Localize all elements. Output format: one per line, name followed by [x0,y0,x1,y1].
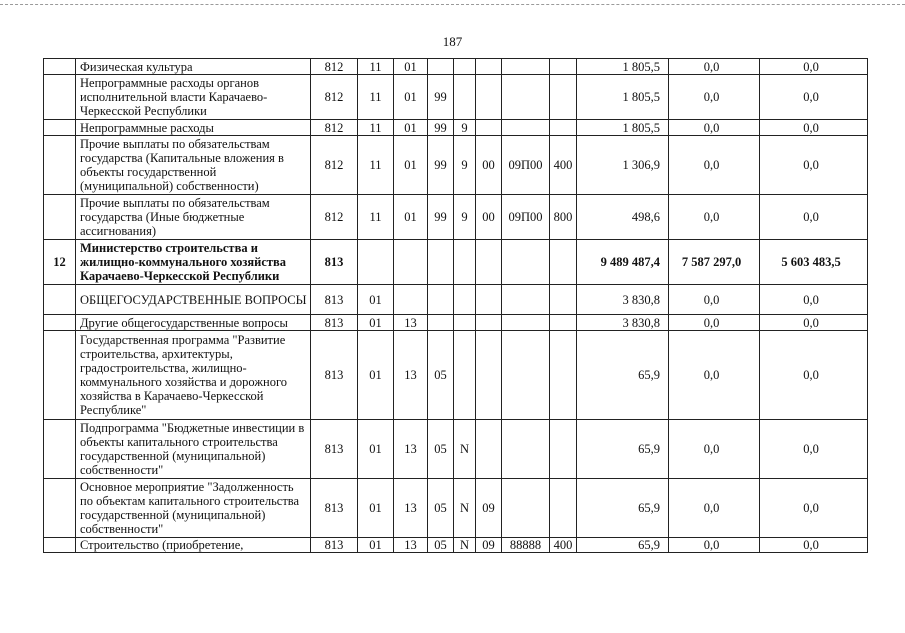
section-code-cell: 01 [358,285,394,315]
program-code-cell: 99 [428,75,454,120]
subprogram-code-cell [454,59,476,75]
expense-type-cell [550,331,577,420]
item-name-cell: Подпрограмма "Бюджетные инвестиции в объекты капитального строительства государственной (муниципальной) собственности" [76,420,311,479]
amount-year2-cell: 0,0 [669,136,760,195]
expense-type-cell: 400 [550,136,577,195]
row-number-cell [44,59,76,75]
subprogram-code-cell [454,331,476,420]
table-row [44,538,868,553]
subsection-code-cell: 13 [394,331,428,420]
section-code-cell: 11 [358,195,394,240]
ministry-code-cell: 813 [311,240,358,285]
section-code-cell: 11 [358,136,394,195]
subprogram-code-cell [454,75,476,120]
amount-year3-cell: 0,0 [760,420,868,479]
amount-year1-cell: 65,9 [577,331,669,420]
ministry-code-cell: 812 [311,136,358,195]
expense-type-cell: 400 [550,538,577,553]
table-row [44,315,868,331]
direction-code-cell: 09П00 [502,195,550,240]
item-name-cell: Государственная программа "Развитие строительства, архитектуры, градостроительства, жилищно-коммунального хозяйства и дорожного хозяйства в Карачаево-Черкесской Республике" [76,331,311,420]
subsection-code-cell: 13 [394,479,428,538]
item-name-cell: ОБЩЕГОСУДАРСТВЕННЫЕ ВОПРОСЫ [76,285,311,315]
activity-code-cell [476,285,502,315]
subprogram-code-cell: 9 [454,195,476,240]
program-code-cell [428,59,454,75]
amount-year3-cell: 0,0 [760,479,868,538]
activity-code-cell [476,331,502,420]
table-row [44,420,868,479]
direction-code-cell [502,240,550,285]
amount-year2-cell: 0,0 [669,479,760,538]
direction-code-cell: 09П00 [502,136,550,195]
amount-year2-cell: 0,0 [669,59,760,75]
row-number-cell [44,75,76,120]
table-row [44,120,868,136]
direction-code-cell: 88888 [502,538,550,553]
amount-year2-cell: 7 587 297,0 [669,240,760,285]
table-row [44,285,868,315]
section-code-cell: 11 [358,59,394,75]
program-code-cell [428,240,454,285]
amount-year1-cell: 1 805,5 [577,59,669,75]
amount-year1-cell: 3 830,8 [577,285,669,315]
section-code-cell: 01 [358,331,394,420]
subsection-code-cell: 01 [394,75,428,120]
expense-type-cell [550,120,577,136]
row-number-cell [44,420,76,479]
subsection-code-cell: 13 [394,538,428,553]
subsection-code-cell [394,285,428,315]
subsection-code-cell [394,240,428,285]
amount-year3-cell: 0,0 [760,538,868,553]
table-row [44,479,868,538]
table-row [44,75,868,120]
amount-year2-cell: 0,0 [669,331,760,420]
subsection-code-cell: 13 [394,315,428,331]
subsection-code-cell: 01 [394,136,428,195]
program-code-cell [428,315,454,331]
row-number-cell [44,195,76,240]
activity-code-cell: 00 [476,195,502,240]
budget-table [43,58,868,553]
direction-code-cell [502,59,550,75]
amount-year1-cell: 65,9 [577,420,669,479]
row-number-cell [44,331,76,420]
activity-code-cell [476,75,502,120]
item-name-cell: Прочие выплаты по обязательствам государства (Иные бюджетные ассигнования) [76,195,311,240]
activity-code-cell: 00 [476,136,502,195]
ministry-code-cell: 813 [311,479,358,538]
budget-table-body [44,59,868,553]
expense-type-cell [550,315,577,331]
ministry-code-cell: 813 [311,315,358,331]
expense-type-cell [550,285,577,315]
direction-code-cell [502,420,550,479]
subprogram-code-cell [454,315,476,331]
expense-type-cell [550,59,577,75]
item-name-cell: Министерство строительства и жилищно-коммунального хозяйства Карачаево-Черкесской Республики [76,240,311,285]
subprogram-code-cell: N [454,479,476,538]
amount-year2-cell: 0,0 [669,315,760,331]
subprogram-code-cell: N [454,420,476,479]
subprogram-code-cell: N [454,538,476,553]
ministry-code-cell: 813 [311,538,358,553]
amount-year1-cell: 1 805,5 [577,120,669,136]
program-code-cell: 05 [428,420,454,479]
section-code-cell: 01 [358,538,394,553]
amount-year3-cell: 0,0 [760,59,868,75]
amount-year2-cell: 0,0 [669,538,760,553]
direction-code-cell [502,315,550,331]
amount-year1-cell: 1 306,9 [577,136,669,195]
amount-year3-cell: 0,0 [760,195,868,240]
amount-year1-cell: 3 830,8 [577,315,669,331]
subsection-code-cell: 01 [394,195,428,240]
direction-code-cell [502,120,550,136]
activity-code-cell [476,240,502,285]
ministry-code-cell: 812 [311,75,358,120]
ministry-code-cell: 812 [311,195,358,240]
amount-year1-cell: 498,6 [577,195,669,240]
direction-code-cell [502,331,550,420]
expense-type-cell: 800 [550,195,577,240]
section-code-cell: 11 [358,120,394,136]
ministry-code-cell: 813 [311,285,358,315]
scan-top-edge [0,4,905,5]
activity-code-cell [476,420,502,479]
item-name-cell: Строительство (приобретение, [76,538,311,553]
item-name-cell: Непрограммные расходы [76,120,311,136]
item-name-cell: Прочие выплаты по обязательствам государства (Капитальные вложения в объекты государственной (муниципальной) собственности) [76,136,311,195]
item-name-cell: Физическая культура [76,59,311,75]
table-row [44,136,868,195]
ministry-code-cell: 812 [311,59,358,75]
amount-year2-cell: 0,0 [669,195,760,240]
activity-code-cell [476,59,502,75]
subprogram-code-cell: 9 [454,120,476,136]
subprogram-code-cell [454,285,476,315]
program-code-cell: 99 [428,120,454,136]
section-code-cell: 01 [358,420,394,479]
table-row [44,59,868,75]
amount-year2-cell: 0,0 [669,420,760,479]
row-number-cell [44,136,76,195]
program-code-cell: 05 [428,538,454,553]
amount-year3-cell: 0,0 [760,331,868,420]
ministry-code-cell: 813 [311,420,358,479]
item-name-cell: Непрограммные расходы органов исполнительной власти Карачаево-Черкесской Республики [76,75,311,120]
item-name-cell: Основное мероприятие "Задолженность по объектам капитального строительства государственной (муниципальной) собственности" [76,479,311,538]
row-number-cell [44,120,76,136]
page-number: 187 [442,34,463,49]
amount-year1-cell: 9 489 487,4 [577,240,669,285]
amount-year3-cell: 0,0 [760,285,868,315]
program-code-cell: 99 [428,136,454,195]
activity-code-cell [476,315,502,331]
table-row [44,331,868,420]
activity-code-cell: 09 [476,538,502,553]
subprogram-code-cell [454,240,476,285]
amount-year2-cell: 0,0 [669,120,760,136]
direction-code-cell [502,75,550,120]
ministry-code-cell: 813 [311,331,358,420]
amount-year2-cell: 0,0 [669,285,760,315]
direction-code-cell [502,479,550,538]
row-number-cell [44,285,76,315]
section-code-cell: 11 [358,75,394,120]
expense-type-cell [550,479,577,538]
direction-code-cell [502,285,550,315]
table-row [44,240,868,285]
section-code-cell: 01 [358,479,394,538]
row-number-cell [44,538,76,553]
subprogram-code-cell: 9 [454,136,476,195]
program-code-cell: 99 [428,195,454,240]
section-code-cell: 01 [358,315,394,331]
amount-year3-cell: 0,0 [760,315,868,331]
activity-code-cell: 09 [476,479,502,538]
expense-type-cell [550,420,577,479]
amount-year2-cell: 0,0 [669,75,760,120]
section-code-cell [358,240,394,285]
amount-year3-cell: 0,0 [760,136,868,195]
ministry-code-cell: 812 [311,120,358,136]
subsection-code-cell: 01 [394,120,428,136]
row-number-cell [44,479,76,538]
program-code-cell [428,285,454,315]
row-number-cell: 12 [44,240,76,285]
amount-year1-cell: 1 805,5 [577,75,669,120]
subsection-code-cell: 01 [394,59,428,75]
amount-year1-cell: 65,9 [577,479,669,538]
program-code-cell: 05 [428,479,454,538]
activity-code-cell [476,120,502,136]
expense-type-cell [550,75,577,120]
table-row [44,195,868,240]
amount-year1-cell: 65,9 [577,538,669,553]
program-code-cell: 05 [428,331,454,420]
subsection-code-cell: 13 [394,420,428,479]
amount-year3-cell: 0,0 [760,120,868,136]
amount-year3-cell: 0,0 [760,75,868,120]
expense-type-cell [550,240,577,285]
amount-year3-cell: 5 603 483,5 [760,240,868,285]
item-name-cell: Другие общегосударственные вопросы [76,315,311,331]
row-number-cell [44,315,76,331]
